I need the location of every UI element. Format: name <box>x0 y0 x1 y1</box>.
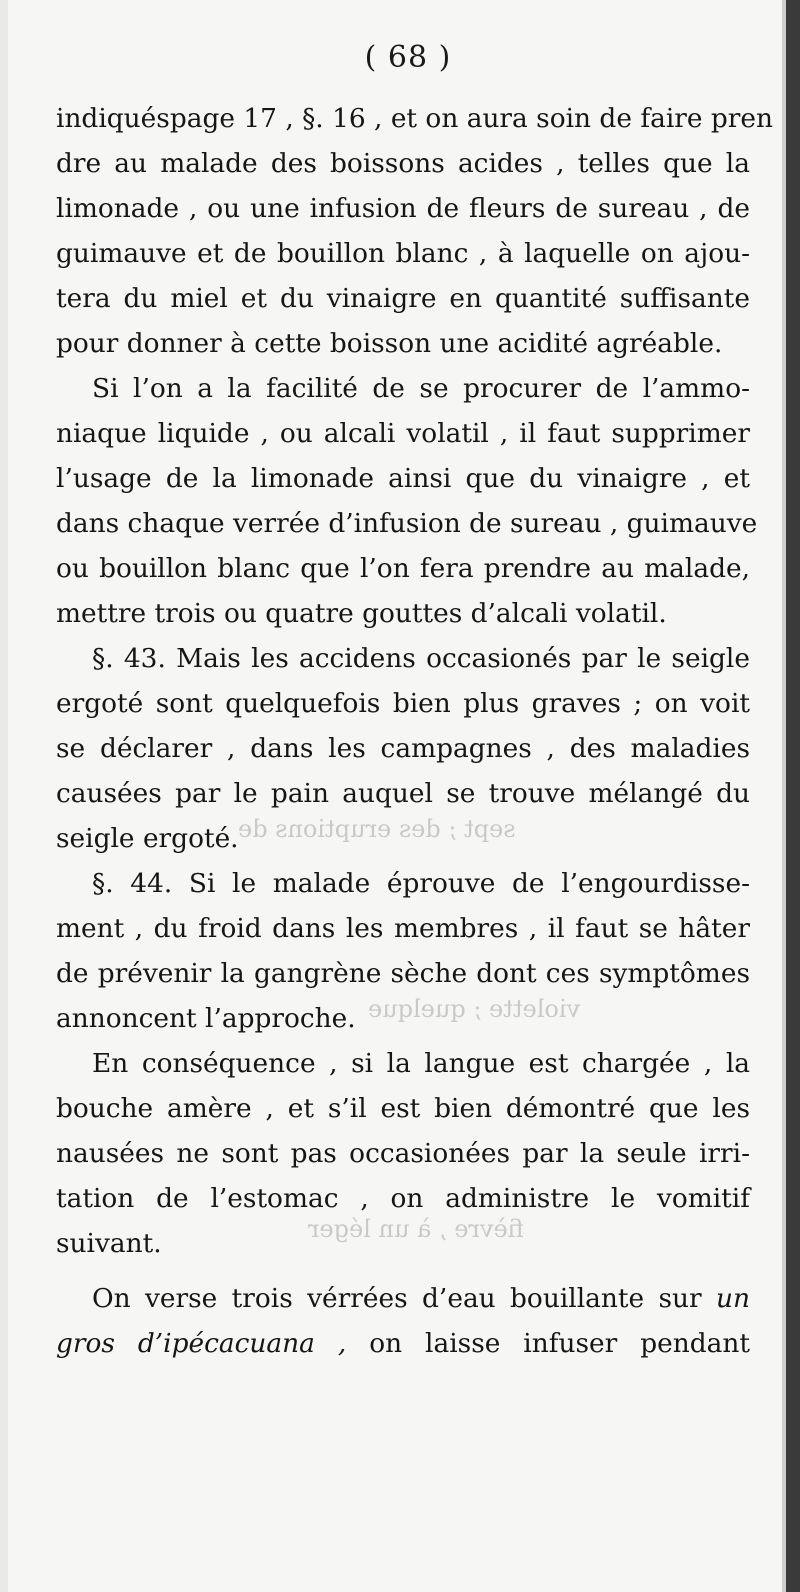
page-number: ( 68 ) <box>364 40 452 75</box>
text-span: dans chaque verrée d’infusion de sureau , guimauve <box>56 508 758 539</box>
text-span: suivant. <box>56 1228 162 1259</box>
text-line <box>56 411 750 456</box>
text-line <box>56 1266 750 1276</box>
text-span: §. 43. Mais les accidens occasionés par le seigle <box>92 643 750 674</box>
text-span: tation de l’estomac , on administre le vomitif <box>56 1183 750 1214</box>
text-line <box>56 1131 750 1176</box>
text-line <box>56 96 774 141</box>
text-span: annoncent l’approche. <box>56 1003 356 1034</box>
text-line <box>56 501 758 546</box>
text-line <box>56 681 750 726</box>
body-text <box>56 96 774 1366</box>
italic-text: gros d’ipécacuana , <box>56 1328 347 1359</box>
text-span: mettre trois ou quatre gouttes d’alcali volatil. <box>56 598 667 629</box>
text-line <box>56 951 750 996</box>
text-line <box>56 816 750 861</box>
text-line <box>56 1276 750 1321</box>
text-span: §. 44. Si le malade éprouve de l’engourdisse- <box>92 868 750 899</box>
show-through-text: violette ; quelque <box>368 995 581 1023</box>
text-span: En conséquence , si la langue est chargée , la <box>92 1048 750 1079</box>
text-line <box>56 996 750 1041</box>
text-line <box>56 1221 750 1266</box>
text-line <box>56 366 750 411</box>
text-span: indiquéspage 17 , §. 16 , et on aura soin de faire pren <box>56 103 774 134</box>
show-through-text: fièvre , à un léger <box>308 1215 524 1243</box>
text-line <box>56 456 750 501</box>
text-line <box>56 1086 750 1131</box>
text-span: de prévenir la gangrène sèche dont ces symptômes <box>56 958 750 989</box>
text-span: ou bouillon blanc que l’on fera prendre au malade, <box>56 553 750 584</box>
text-line <box>56 906 750 951</box>
text-span: causées par le pain auquel se trouve mélangé du <box>56 778 750 809</box>
text-line <box>56 141 750 186</box>
text-span: limonade , ou une infusion de fleurs de sureau , de <box>56 193 750 224</box>
page-edge <box>786 0 800 1592</box>
text-line <box>56 186 750 231</box>
italic-text: un <box>701 1283 750 1314</box>
text-line <box>56 726 750 771</box>
text-span: ergoté sont quelquefois bien plus graves ; on voit <box>56 688 750 719</box>
text-line <box>56 1041 750 1086</box>
text-span: On verse trois vérrées d’eau bouillante sur <box>92 1283 702 1314</box>
text-span: on laisse infuser pendant <box>346 1328 750 1359</box>
text-span: tera du miel et du vinaigre en quantité suffisante <box>56 283 750 314</box>
text-span: bouche amère , et s’il est bien démontré que les <box>56 1093 750 1124</box>
show-through-text: sept ; des eruptions de <box>238 815 516 843</box>
text-span: nausées ne sont pas occasionées par la seule irri- <box>56 1138 750 1169</box>
text-line <box>56 546 750 591</box>
text-line <box>56 276 750 321</box>
text-span: l’usage de la limonade ainsi que du vinaigre , et <box>56 463 750 494</box>
text-span: seigle ergoté. <box>56 823 239 854</box>
text-span: se déclarer , dans les campagnes , des maladies <box>56 733 750 764</box>
text-span: guimauve et de bouillon blanc , à laquelle on ajou- <box>56 238 750 269</box>
text-line <box>56 771 750 816</box>
text-span: niaque liquide , ou alcali volatil , il faut supprimer <box>56 418 750 449</box>
text-line <box>56 591 750 636</box>
text-line <box>56 1176 750 1221</box>
text-line <box>56 861 750 906</box>
text-span: Si l’on a la facilité de se procurer de l’ammo- <box>92 373 750 404</box>
text-span: dre au malade des boissons acides , telles que la <box>56 148 750 179</box>
text-line <box>56 321 750 366</box>
text-span: pour donner à cette boisson une acidité agréable. <box>56 328 723 359</box>
text-line <box>56 231 750 276</box>
text-line <box>56 1321 750 1366</box>
text-span: ment , du froid dans les membres , il faut se hâter <box>56 913 750 944</box>
text-line <box>56 636 750 681</box>
